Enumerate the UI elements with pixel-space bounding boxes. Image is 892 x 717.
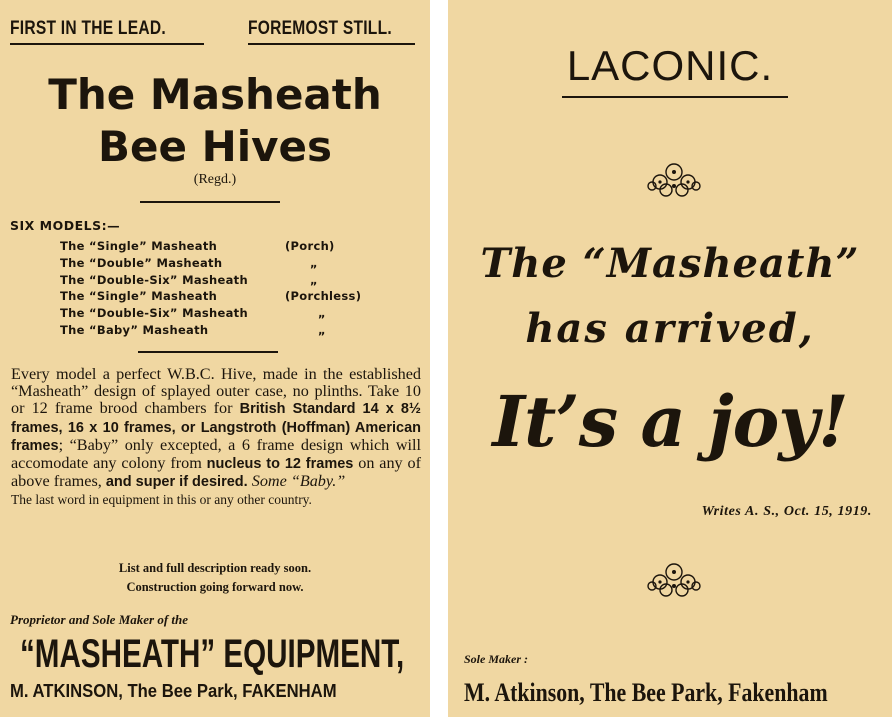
- description-paragraph: [11, 366, 421, 509]
- title-line-2: Bee Hives: [97, 122, 332, 171]
- equipment-heading: “MASHEATH” EQUIPMENT,: [20, 632, 405, 676]
- model-note: „: [310, 273, 318, 287]
- model-name: The “Single” Masheath: [60, 239, 218, 253]
- description-italic-baby: Some “Baby.”: [251, 472, 346, 491]
- model-name: The “Double-Six” Masheath: [60, 306, 248, 320]
- model-note: „: [318, 323, 326, 337]
- models-heading: SIX MODELS:—: [10, 218, 121, 233]
- model-name: The “Baby” Masheath: [60, 323, 209, 337]
- flower-ornament-icon: [644, 560, 704, 598]
- proprietor-line: Proprietor and Sole Maker of the: [10, 612, 189, 627]
- description-text: on any of above frames,: [11, 454, 421, 491]
- divider-2: [138, 351, 278, 353]
- laconic-title: LACONIC.: [566, 42, 774, 89]
- model-note: „: [318, 306, 326, 320]
- model-name: The “Double” Masheath: [60, 256, 223, 270]
- address-line: M. Atkinson, The Bee Park, Fakenham: [464, 678, 828, 707]
- laconic-underline: [562, 96, 788, 98]
- description-bold-super: and super if desired.: [105, 474, 248, 491]
- laconic-advert: [448, 0, 892, 717]
- headline-joy: It’s a joy!: [492, 380, 848, 463]
- model-note: (Porch): [285, 239, 335, 253]
- notice-construction: Construction going forward now.: [126, 580, 304, 594]
- model-note: „: [310, 256, 318, 270]
- registered-mark: (Regd.): [193, 172, 237, 187]
- divider-1: [140, 201, 280, 203]
- model-name: The “Double-Six” Masheath: [60, 273, 248, 287]
- address-line: M. ATKINSON, The Bee Park, FAKENHAM: [10, 680, 337, 701]
- notice-list: List and full description ready soon.: [118, 561, 312, 575]
- model-name: The “Single” Masheath: [60, 289, 218, 303]
- header-right-underline: [248, 43, 415, 45]
- testimonial-attribution: Writes A. S., Oct. 15, 1919.: [701, 504, 872, 519]
- model-note: (Porchless): [285, 289, 362, 303]
- sole-maker-label: Sole Maker :: [464, 652, 528, 666]
- headline-masheath: The “Masheath”: [480, 240, 860, 287]
- description-text: ; “Baby” only excepted, a 6 frame design which will accomodate any colony from: [11, 435, 421, 473]
- description-last-line: The last word in equipment in this or any other country.: [11, 492, 312, 508]
- description-text: Every model a perfect W.B.C. Hive, made in the established “Masheath” design of splayed outer case, no plinths. Take 10 or 12 frame brood chambers for: [11, 365, 421, 418]
- header-left-underline: [10, 43, 204, 45]
- description-bold-nucleus: nucleus to 12 frames: [206, 456, 354, 473]
- title-line-1: The Masheath: [48, 70, 382, 119]
- flower-ornament-icon: [644, 160, 704, 198]
- description-bold-frames: British Standard 14 x 8½ frames, 16 x 10 frames, or Langstroth (Hoffman) American frames: [11, 401, 421, 454]
- headline-arrived: has arrived,: [525, 305, 815, 352]
- header-first-in-lead: FIRST IN THE LEAD.: [10, 18, 166, 39]
- masheath-bee-hives-advert: [0, 0, 430, 717]
- header-foremost-still: FOREMOST STILL.: [248, 18, 392, 39]
